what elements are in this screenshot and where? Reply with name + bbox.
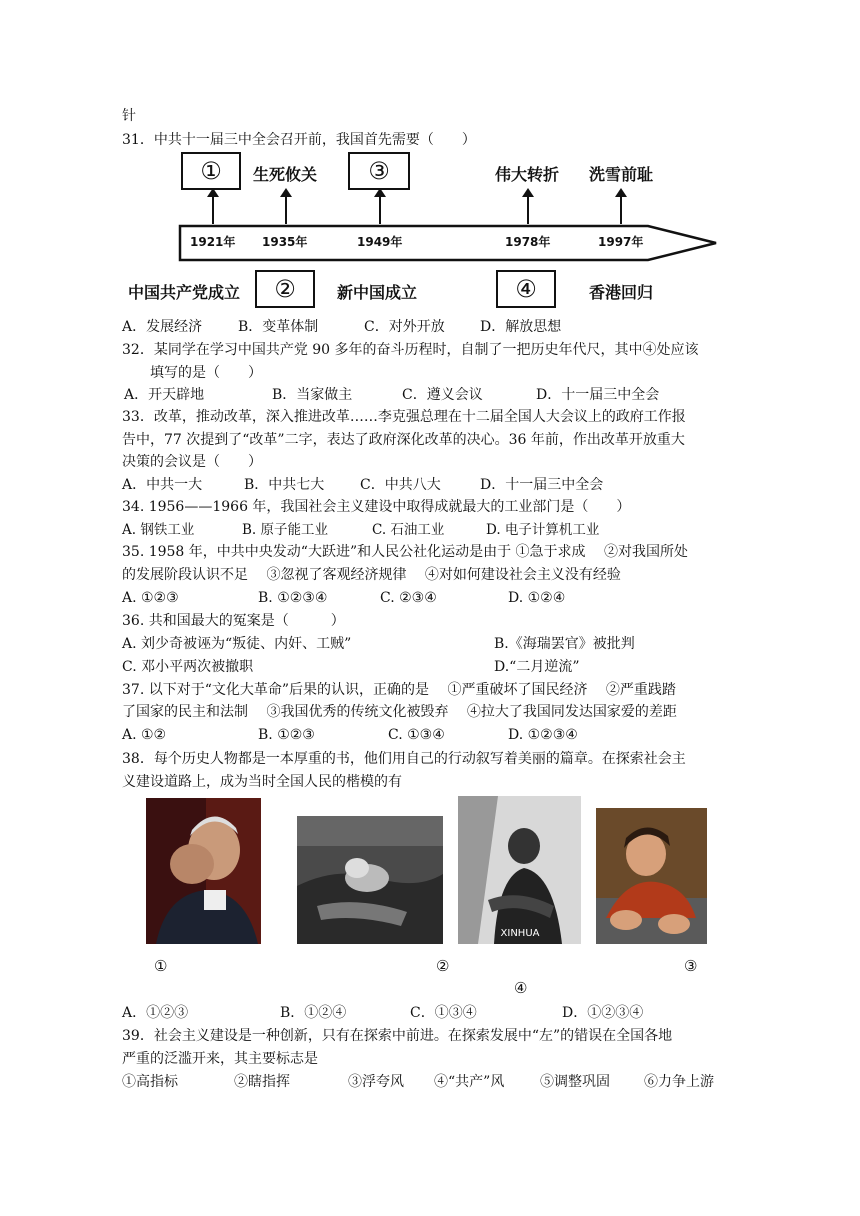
timeline-blank-box-1: ① — [181, 152, 241, 190]
q33-stem-line1: 33．改革，推动改革，深入推进改革……李克强总理在十二届全国人大会议上的政府工作报 — [122, 409, 686, 425]
q39-items — [122, 1072, 742, 1092]
q31-option-c[interactable]: C．对外开放 — [364, 319, 445, 335]
q38-option-b[interactable]: B．①②④ — [280, 1005, 347, 1021]
q37-stem-line1: 37. 以下对于“文化大革命”后果的认识，正确的是 ①严重破坏了国民经济 ②严重践踏 — [122, 682, 676, 698]
arrow-up-icon — [285, 196, 287, 224]
q39-stem-line1: 39．社会主义建设是一种创新，只有在探索中前进。在探索发展中“左”的错误在全国各地 — [122, 1028, 673, 1044]
photo-caption-3: ③ — [684, 957, 698, 975]
q39-stem-line2: 严重的泛滥开来，其主要标志是 — [122, 1051, 318, 1067]
photo-caption-2: ② — [436, 957, 450, 975]
q31-option-d[interactable]: D．解放思想 — [480, 319, 562, 335]
q38-options — [122, 1003, 742, 1023]
timeline-blank-box-2: ② — [255, 270, 315, 308]
timeline-label-1997: 洗雪前耻 — [589, 165, 654, 184]
q39-item-3[interactable]: ③浮夸风 — [348, 1074, 404, 1090]
q36-option-a[interactable]: A. 刘少奇被诬为“叛徒、内奸、工贼” — [122, 636, 352, 652]
q39-item-2[interactable]: ②瞎指挥 — [234, 1074, 290, 1090]
photo-caption-4: ④ — [514, 979, 528, 997]
q35-option-a[interactable]: A. ①②③ — [122, 590, 179, 606]
timeline-blank-box-3: ③ — [348, 152, 410, 190]
q33-option-d[interactable]: D．十一届三中全会 — [480, 477, 604, 493]
q35-option-b[interactable]: B. ①②③④ — [258, 590, 328, 606]
q34-option-d[interactable]: D. 电子计算机工业 — [486, 522, 600, 538]
q38-stem-line1: 38．每个历史人物都是一本厚重的书，他们用自己的行动叙写着美丽的篇章。在探索社会主 — [122, 751, 686, 767]
q37-options — [122, 725, 722, 745]
timeline-label-1978: 伟大转折 — [495, 165, 560, 184]
timeline-label-1949: 新中国成立 — [337, 283, 418, 302]
q35-stem-line2: 的发展阶段认识不足 ③忽视了客观经济规律 ④对如何建设社会主义没有经验 — [122, 567, 621, 583]
timeline-year-1997: 1997年 — [598, 235, 644, 249]
page-fragment: 针 — [122, 108, 136, 124]
q34-option-c[interactable]: C. 石油工业 — [372, 522, 445, 538]
q33-stem-line3: 决策的会议是（ ） — [122, 454, 262, 470]
timeline-year-1935: 1935年 — [262, 235, 308, 249]
arrow-up-icon — [212, 196, 214, 224]
timeline-label-1921: 中国共产党成立 — [128, 283, 241, 302]
q36-option-d[interactable]: D.“二月逆流” — [494, 659, 580, 675]
arrow-up-icon — [527, 196, 529, 224]
portrait-photo-4 — [596, 808, 707, 944]
q36-option-c[interactable]: C. 邓小平两次被撤职 — [122, 659, 254, 675]
q32-stem-line2: 填写的是（ ） — [150, 365, 262, 381]
q37-option-d[interactable]: D. ①②③④ — [508, 727, 578, 743]
q38-option-a[interactable]: A．①②③ — [122, 1005, 189, 1021]
q31-stem: 31．中共十一届三中全会召开前，我国首先需要（ ） — [122, 132, 476, 148]
q32-option-b[interactable]: B．当家做主 — [272, 387, 353, 403]
q36-option-b[interactable]: B.《海瑞罢官》被批判 — [494, 636, 635, 652]
q33-option-a[interactable]: A．中共一大 — [122, 477, 203, 493]
q37-option-b[interactable]: B. ①②③ — [258, 727, 315, 743]
arrow-up-icon — [379, 196, 381, 224]
q32-option-d[interactable]: D．十一届三中全会 — [536, 387, 660, 403]
q33-stem-line2: 告中，77 次提到了“改革”二字，表达了政府深化改革的决心。36 年前，作出改革开放重大 — [122, 432, 685, 448]
q34-stem: 34. 1956——1966 年，我国社会主义建设中取得成就最大的工业部门是（ ） — [122, 499, 631, 515]
q32-option-c[interactable]: C．遵义会议 — [402, 387, 483, 403]
q32-options — [124, 385, 724, 405]
q31-option-a[interactable]: A．发展经济 — [122, 319, 203, 335]
q35-stem-line1: 35. 1958 年，中共中央发动“大跃进”和人民公社化运动是由于 ①急于求成 ②对我国所处 — [122, 544, 689, 560]
q39-item-4[interactable]: ④“共产”风 — [434, 1074, 505, 1090]
q33-options — [122, 475, 722, 495]
q38-stem-line2: 义建设道路上，成为当时全国人民的楷模的有 — [122, 774, 402, 790]
portrait-photo-1 — [146, 798, 261, 944]
timeline-blank-box-4: ④ — [496, 270, 556, 308]
photo-caption-1: ① — [154, 957, 168, 975]
q36-stem: 36. 共和国最大的冤案是（ ） — [122, 613, 345, 629]
photo-watermark: XINHUA — [500, 928, 540, 939]
timeline-label-1935: 生死攸关 — [253, 165, 318, 184]
q35-option-c[interactable]: C. ②③④ — [380, 590, 437, 606]
timeline-label-hk: 香港回归 — [589, 283, 654, 302]
q33-option-c[interactable]: C．中共八大 — [360, 477, 441, 493]
q37-option-c[interactable]: C. ①③④ — [388, 727, 445, 743]
timeline-year-1949: 1949年 — [357, 235, 403, 249]
timeline-year-1921: 1921年 — [190, 235, 236, 249]
q39-item-1[interactable]: ①高指标 — [122, 1074, 178, 1090]
q31-options — [122, 317, 722, 337]
q33-option-b[interactable]: B．中共七大 — [244, 477, 325, 493]
q35-options — [122, 588, 722, 608]
q34-options — [122, 520, 722, 540]
q34-option-b[interactable]: B. 原子能工业 — [242, 522, 329, 538]
timeline-year-1978: 1978年 — [505, 235, 551, 249]
q36-options-row2 — [122, 657, 732, 677]
q32-option-a[interactable]: A．开天辟地 — [124, 387, 205, 403]
q32-stem-line1: 32．某同学在学习中国共产党 90 多年的奋斗历程时，自制了一把历史年代尺，其中④处应该 — [122, 342, 699, 358]
workers-photo-2 — [297, 816, 443, 944]
q36-options-row1 — [122, 634, 732, 654]
q39-item-6[interactable]: ⑥力争上游 — [644, 1074, 714, 1090]
q31-option-b[interactable]: B．变革体制 — [238, 319, 319, 335]
q38-option-d[interactable]: D．①②③④ — [562, 1005, 644, 1021]
q38-option-c[interactable]: C．①③④ — [410, 1005, 477, 1021]
arrow-up-icon — [620, 196, 622, 224]
q35-option-d[interactable]: D. ①②④ — [508, 590, 566, 606]
q39-item-5[interactable]: ⑤调整巩固 — [540, 1074, 610, 1090]
worker-photo-3 — [458, 796, 581, 944]
q37-stem-line2: 了国家的民主和法制 ③我国优秀的传统文化被毁弃 ④拉大了我国同发达国家爱的差距 — [122, 704, 677, 720]
q34-option-a[interactable]: A. 钢铁工业 — [122, 522, 195, 538]
q37-option-a[interactable]: A. ①② — [122, 727, 167, 743]
